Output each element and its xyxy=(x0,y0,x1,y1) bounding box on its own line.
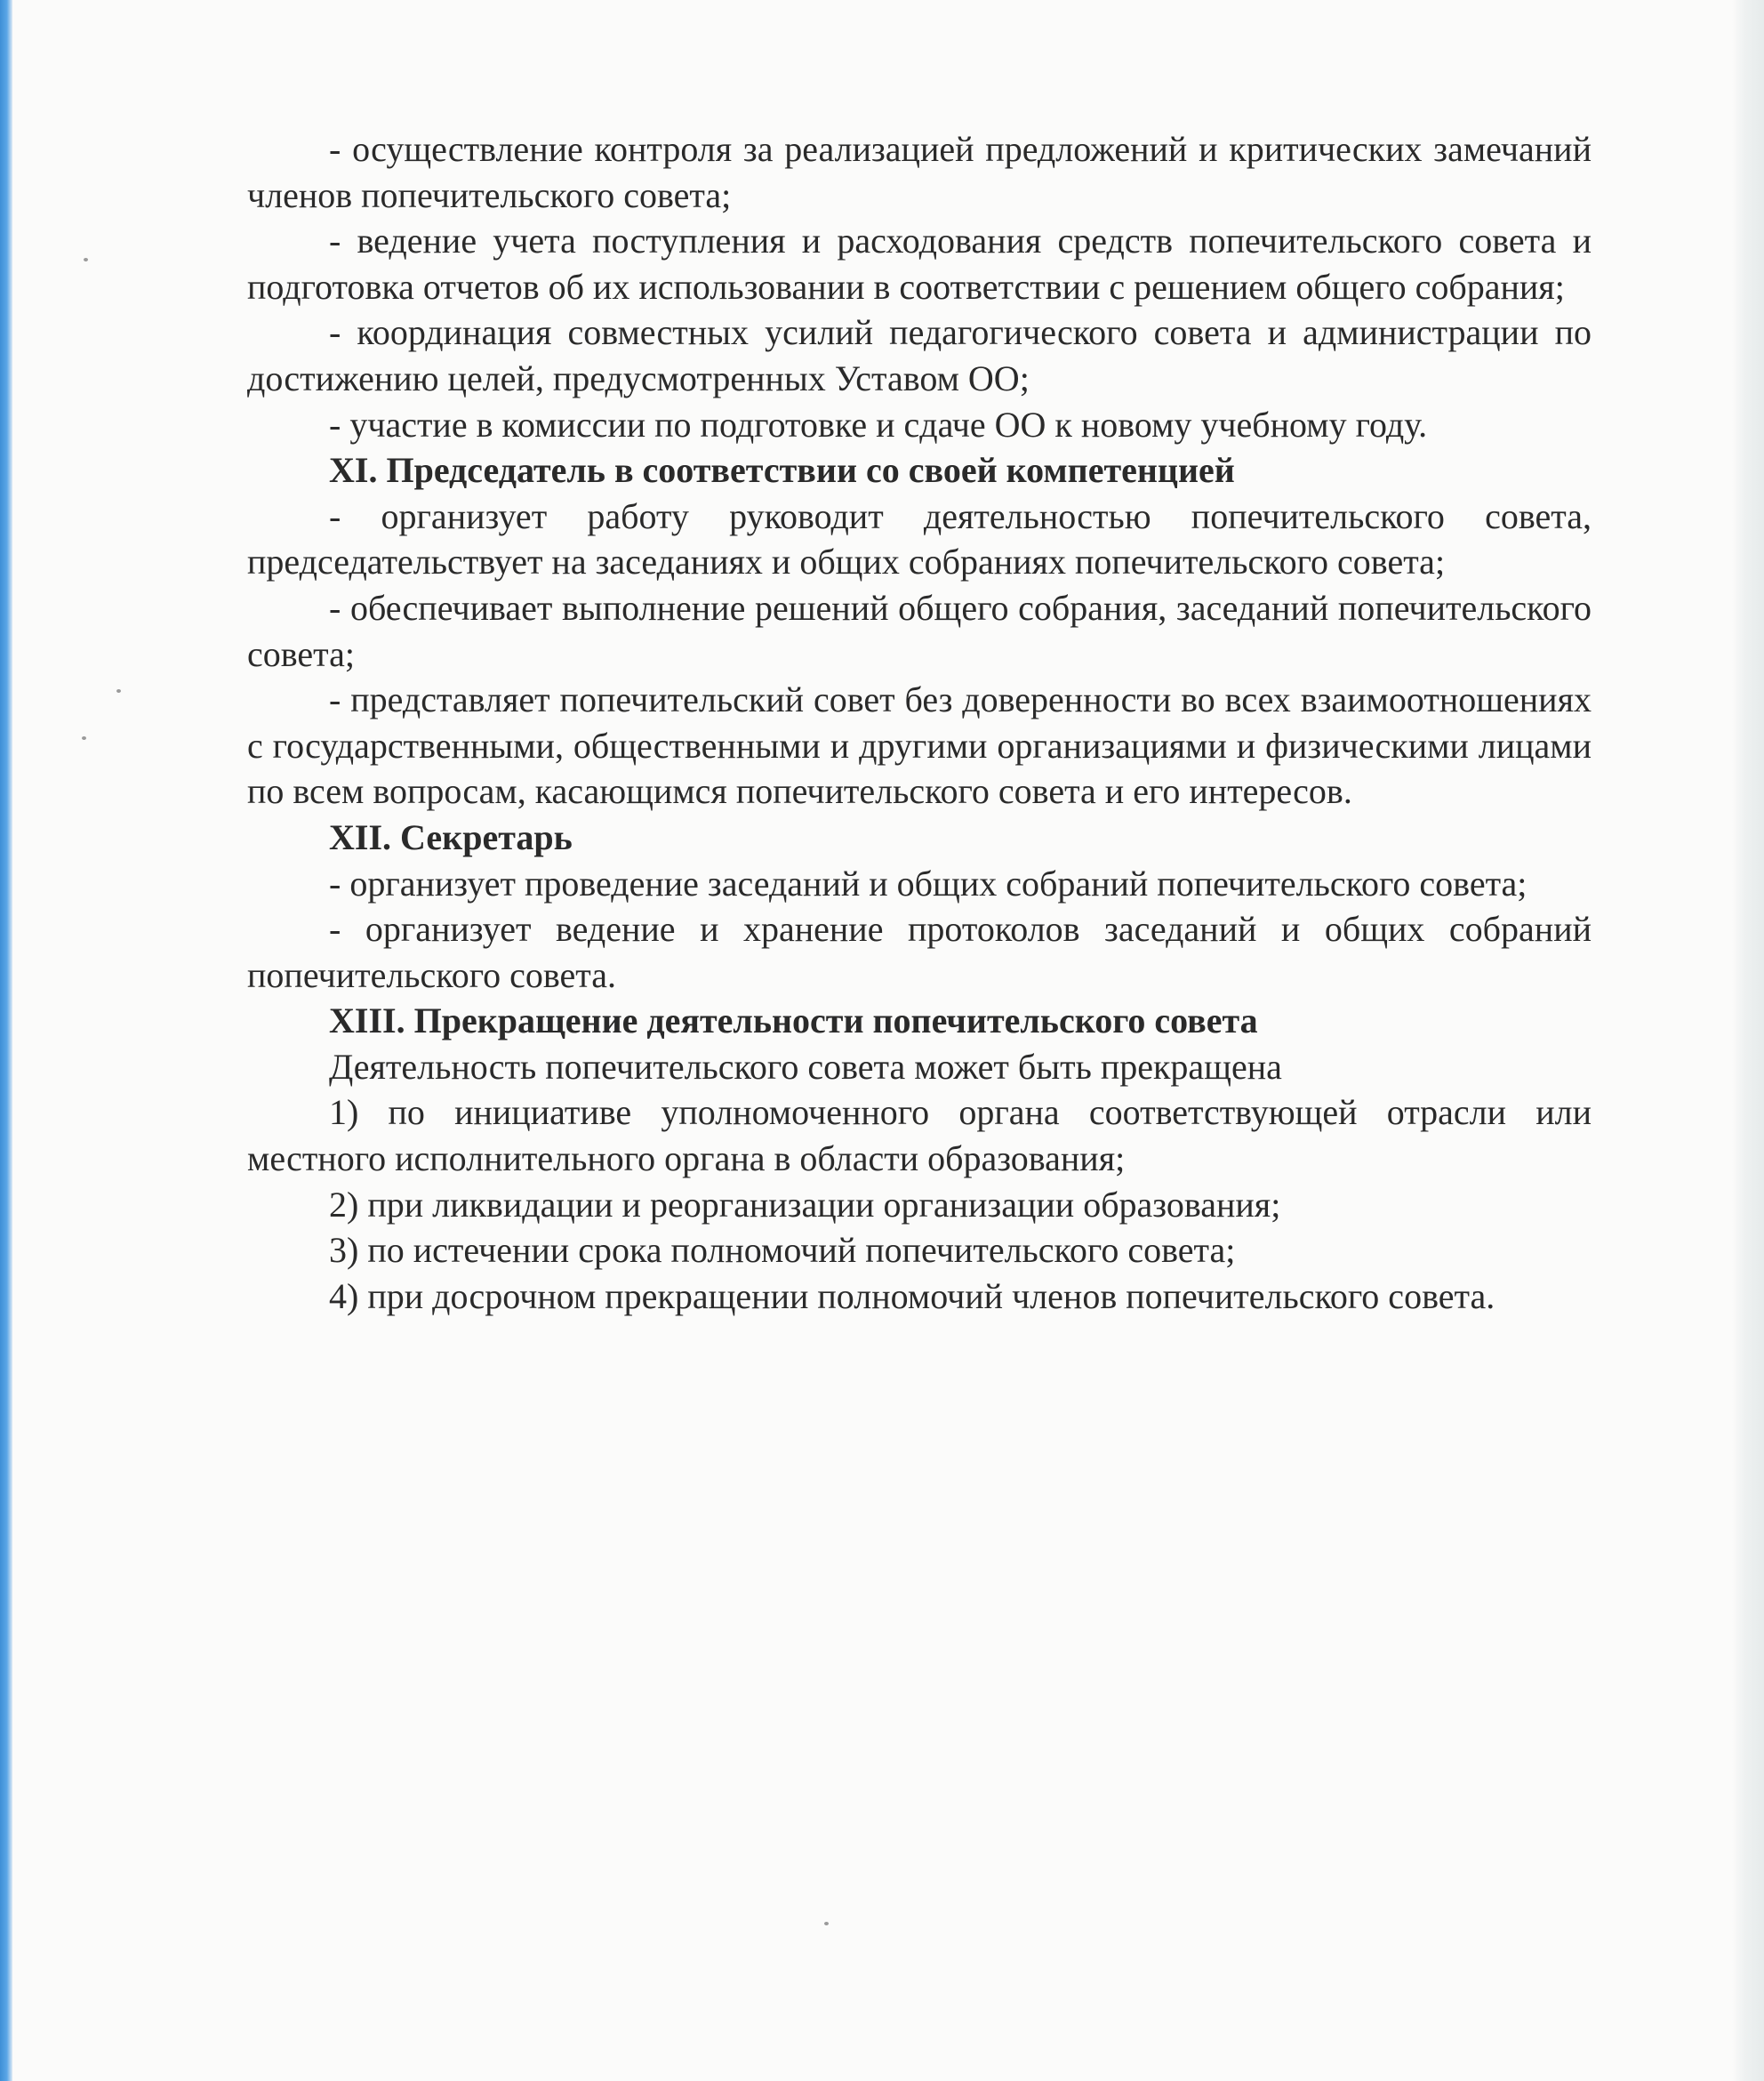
scanner-edge-left xyxy=(0,0,12,2081)
scan-speck xyxy=(84,258,88,261)
list-item: - организует работу руководит деятельностью попечительского совета, председательствует на заседаниях и общих собраниях попечительского совета; xyxy=(247,495,1592,583)
list-item: - осуществление контроля за реализацией предложений и критических замечаний членов попечительского совета; xyxy=(247,129,1592,215)
list-item: 2) при ликвидации и реорганизации организации образования; xyxy=(329,1184,1281,1225)
scan-speck xyxy=(824,1922,829,1925)
list-item: 4) при досрочном прекращении полномочий членов попечительского совета. xyxy=(329,1275,1495,1316)
list-item: - ведение учета поступления и расходования средств попечительского совета и подготовка отчетов об их использовании в соответствии с решением общего собрания; xyxy=(247,221,1592,307)
list-item: - представляет попечительский совет без доверенности во всех взаимоотношениях с государственными, общественными и другими организациями и физическими лицами по всем вопросам, касающимся попечительского совета и его интересов. xyxy=(247,679,1592,812)
list-item: - участие в комиссии по подготовке и сдаче ОО к новому учебному году. xyxy=(329,404,1428,445)
list-item: 1) по инициативе уполномоченного органа соответствующей отрасли или местного исполнительного органа в области образования; xyxy=(247,1092,1592,1179)
scan-speck xyxy=(116,689,121,693)
list-item: Деятельность попечительского совета может быть прекращена xyxy=(329,1046,1282,1087)
scan-speck xyxy=(82,736,86,740)
scanner-edge-right xyxy=(1732,0,1764,2081)
document-body xyxy=(247,126,1592,1319)
list-item: - организует ведение и хранение протоколов заседаний и общих собраний попечительского совета. xyxy=(247,909,1592,995)
list-item: - координация совместных усилий педагогического совета и администрации по достижению целей, предусмотренных Уставом ОО; xyxy=(247,312,1592,398)
list-item: - обеспечивает выполнение решений общего собрания, заседаний попечительского совета; xyxy=(247,587,1592,674)
section-heading-termination: XIII. Прекращение деятельности попечительского совета xyxy=(329,1000,1258,1041)
list-item: - организует проведение заседаний и общих собраний попечительского совета; xyxy=(329,863,1527,904)
section-heading-chairman: XI. Председатель в соответствии со своей компетенцией xyxy=(329,450,1235,491)
list-item: 3) по истечении срока полномочий попечительского совета; xyxy=(329,1230,1236,1271)
section-heading-secretary: XII. Секретарь xyxy=(329,816,573,857)
